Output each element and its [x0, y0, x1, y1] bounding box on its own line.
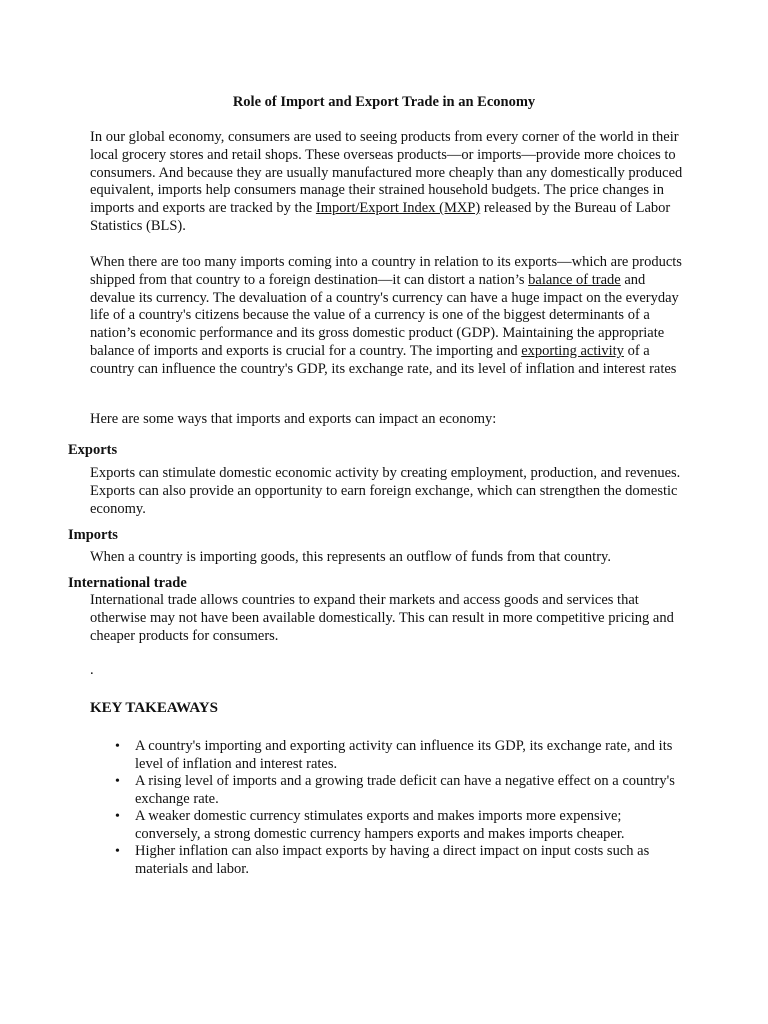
section-heading-international-trade: International trade — [68, 575, 187, 591]
list-item: • A country's importing and exporting activity can influence its GDP, its exchange rate, and its level of inflation and interest rates. — [90, 738, 686, 773]
exporting-activity-link[interactable]: exporting activity — [521, 342, 624, 359]
balance-text-end: of a country can influence the country's GDP, its exchange rate, and its level of inflation and interest rates — [90, 342, 677, 377]
intro-text-end: released by the Bureau of Labor Statistics (BLS). — [90, 200, 671, 234]
key-takeaways-list — [90, 738, 686, 878]
section-heading-imports: Imports — [68, 527, 118, 543]
balance-text-start: When there are too many imports coming into a country in relation to its exports—which are products shipped from that country to a foreign destination—it can distort a nation’s — [90, 254, 682, 288]
import-export-index-link[interactable]: Import/Export Index (MXP) — [315, 200, 481, 217]
ways-paragraph: Here are some ways that imports and exports can impact an economy: — [90, 411, 497, 427]
section-body-exports: Exports can stimulate domestic economic activity by creating employment, production, and revenues. Exports can also provide an opportunity to earn foreign exchange, which can strengthen the domestic economy. — [90, 465, 681, 517]
key-takeaways-title: KEY TAKEAWAYS — [90, 700, 218, 716]
list-item: • Higher inflation can also impact exports by having a direct impact on input costs such as materials and labor. — [90, 843, 686, 878]
balance-of-trade-link[interactable]: balance of trade — [528, 271, 621, 288]
list-item: • A weaker domestic currency stimulates exports and makes imports more expensive; conversely, a strong domestic currency hampers exports and makes imports cheaper. — [90, 808, 686, 843]
balance-paragraph — [90, 254, 686, 379]
section-heading-exports: Exports — [68, 442, 118, 458]
document-title: Role of Import and Export Trade in an Economy — [232, 94, 536, 110]
intro-paragraph — [90, 129, 686, 236]
list-item: • A rising level of imports and a growing trade deficit can have a negative effect on a country's exchange rate. — [90, 773, 686, 808]
section-body-international-trade: International trade allows countries to expand their markets and access goods and services that otherwise may not have been available domestically. This can result in more competitive pricing and cheaper products for consumers. — [90, 592, 674, 644]
section-body-imports: When a country is importing goods, this represents an outflow of funds from that country. — [90, 549, 611, 565]
balance-text-middle: and devalue its currency. The devaluation of a country's currency can have a huge impact on the everyday life of a country's citizens because the value of a currency is one of the biggest determinants of a nation’s economic performance and its gross domestic product (GDP). Maintaining the appropriate balance of imports and exports is crucial for a country. The importing and — [90, 271, 679, 359]
stray-period: . — [90, 662, 94, 678]
intro-text-start: In our global economy, consumers are used to seeing products from every corner of the world in their local grocery stores and retail shops. These overseas products—or imports—provide more choices to consumers. And because they are usually manufactured more cheaply than any domestically produced equivalent, imports help consumers manage their strained household budgets. The price changes in imports and exports are tracked by the — [90, 129, 683, 217]
